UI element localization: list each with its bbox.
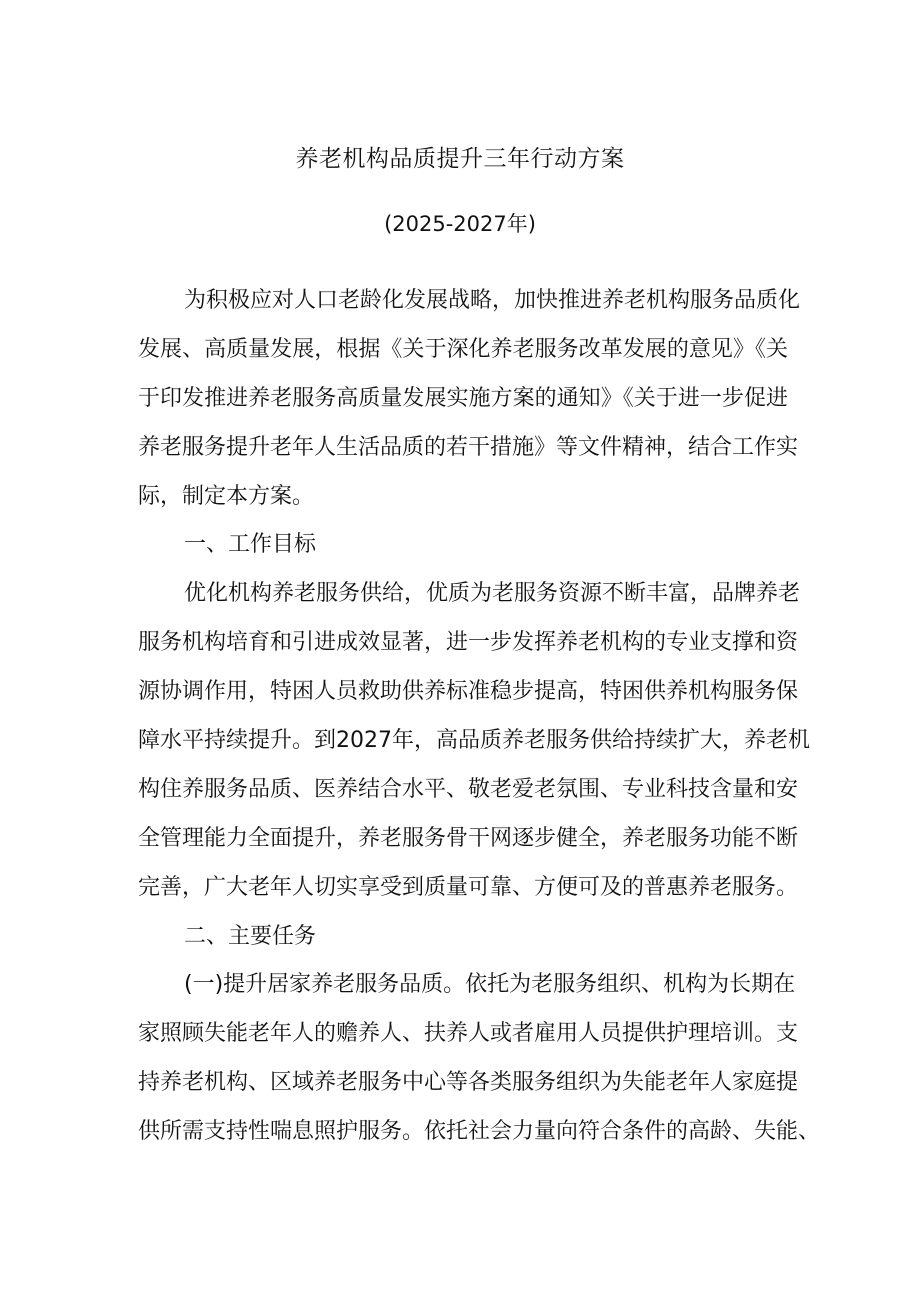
section-heading-goals: 一、工作目标 xyxy=(184,532,317,558)
goals-line: 完善，广大老年人切实享受到质量可靠、方便可及的普惠养老服务。 xyxy=(138,874,799,900)
intro-line: 于印发推进养老服务高质量发展实施方案的通知》《关于进一步促进 xyxy=(138,385,788,411)
goals-line: 障水平持续提升。到2027年，高品质养老服务供给持续扩大，养老机 xyxy=(138,728,810,754)
tasks-line: (一)提升居家养老服务品质。依托为老服务组织、机构为长期在 xyxy=(184,972,796,998)
tasks-line: 家照顾失能老年人的赡养人、扶养人或者雇用人员提供护理培训。支 xyxy=(138,1021,799,1047)
goals-line: 构住养服务品质、医养结合水平、敬老爱老氛围、专业科技含量和安 xyxy=(138,776,799,802)
intro-line: 为积极应对人口老龄化发展战略，加快推进养老机构服务品质化 xyxy=(184,288,801,313)
goals-line: 全管理能力全面提升，养老服务骨干网逐步健全，养老服务功能不断 xyxy=(138,825,799,851)
intro-line: 发展、高质量发展，根据《关于深化养老服务改革发展的意见》《关 xyxy=(138,336,788,362)
intro-line: 际，制定本方案。 xyxy=(138,483,315,509)
document-subtitle: (2025-2027年) xyxy=(384,212,536,236)
document-body xyxy=(138,284,821,1164)
goals-line: 优化机构养老服务供给，优质为老服务资源不断丰富，品牌养老 xyxy=(184,581,801,607)
goals-line: 服务机构培育和引进成效显著，进一步发挥养老机构的专业支撑和资 xyxy=(138,630,799,656)
goals-line: 源协调作用，特困人员救助供养标准稳步提高，特困供养机构服务保 xyxy=(138,679,799,705)
intro-line: 养老服务提升老年人生活品质的若干措施》等文件精神，结合工作实 xyxy=(138,434,799,460)
tasks-line: 持养老机构、区域养老服务中心等各类服务组织为失能老年人家庭提 xyxy=(138,1070,799,1096)
section-heading-tasks: 二、主要任务 xyxy=(184,923,317,949)
document-title: 养老机构品质提升三年行动方案 xyxy=(295,146,625,172)
tasks-line: 供所需支持性喘息照护服务。依托社会力量向符合条件的高龄、失能、 xyxy=(138,1119,821,1145)
